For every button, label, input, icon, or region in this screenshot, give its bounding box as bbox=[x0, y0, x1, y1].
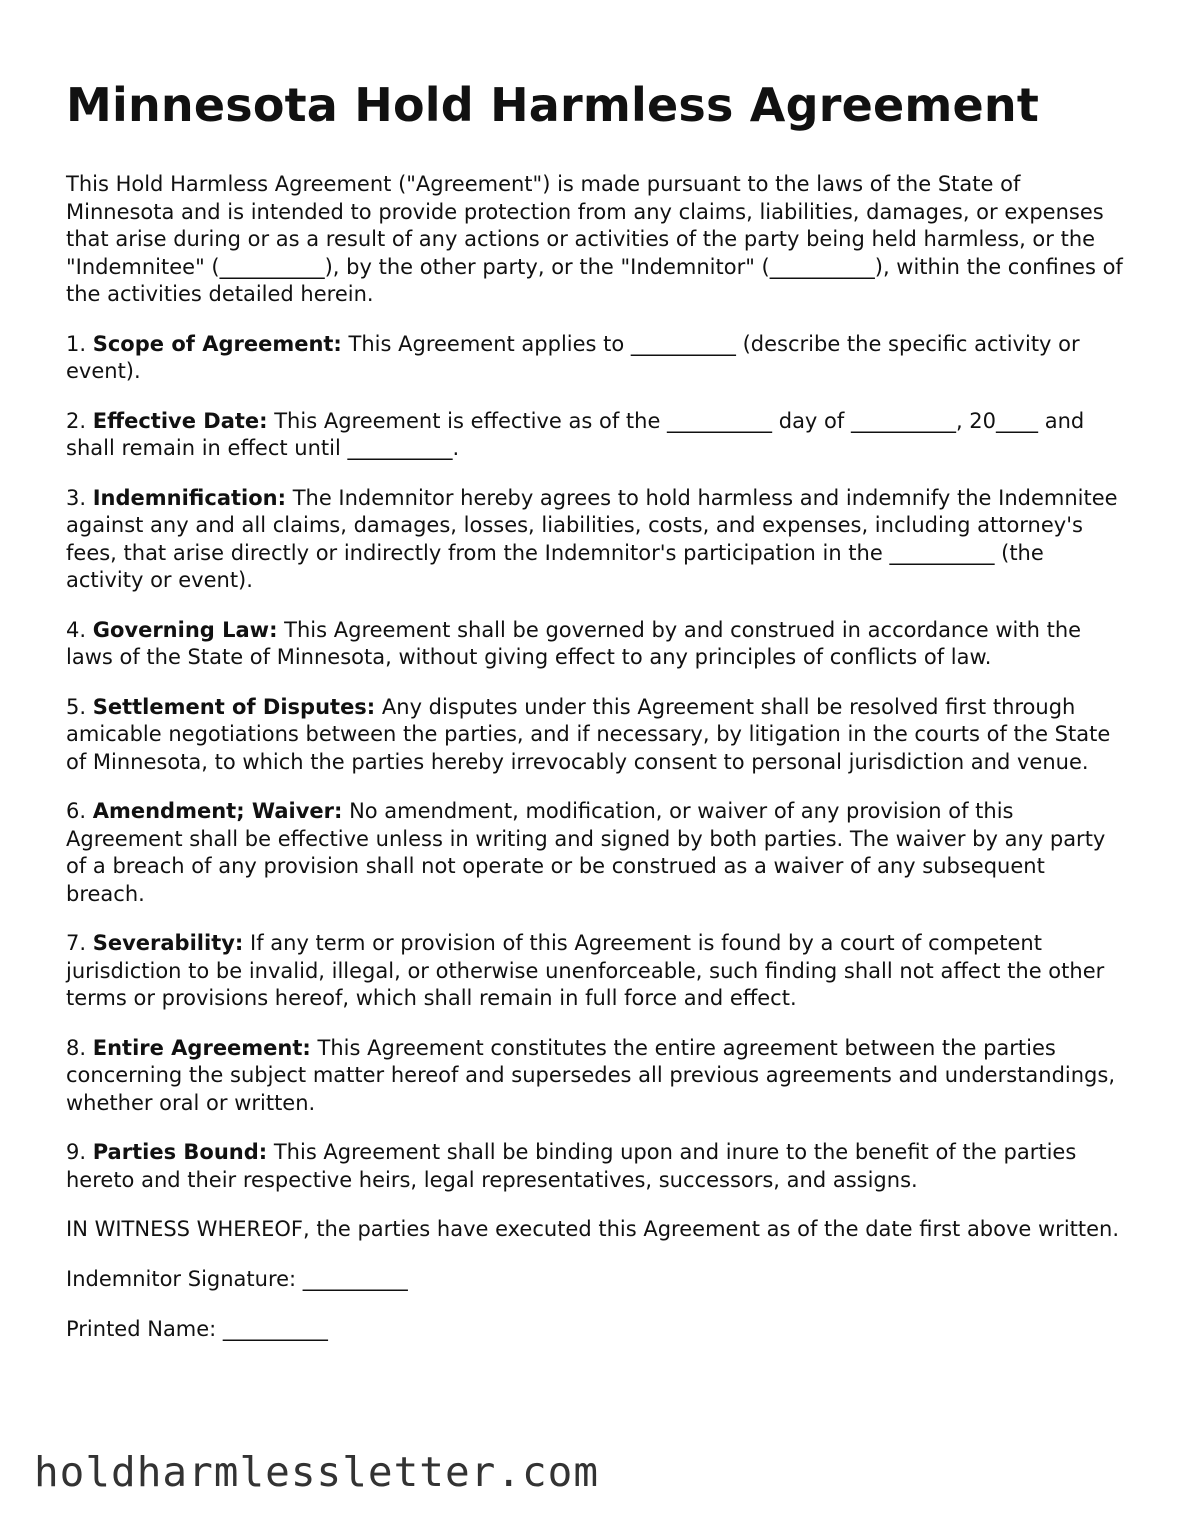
section-heading: Scope of Agreement: bbox=[92, 331, 342, 356]
section-text: This Agreement is effective as of the __________ day of __________, 20____ and shall remain in effect until __________. bbox=[66, 408, 1085, 461]
signature-line: Indemnitor Signature: __________ bbox=[66, 1266, 408, 1291]
section-heading: Effective Date: bbox=[92, 408, 268, 433]
section-text: This Agreement applies to __________ (describe the specific activity or event). bbox=[66, 331, 1080, 384]
section-heading: Indemnification: bbox=[92, 485, 286, 510]
section-number: 2. bbox=[66, 408, 87, 433]
section-text: The Indemnitor hereby agrees to hold harmless and indemnify the Indemnitee against any and all claims, damages, losses, liabilities, costs, and expenses, including attorney's fees, that arise directly or indirectly from the Indemnitor's participation in the __________ (the activity or event). bbox=[66, 485, 1118, 593]
section-number: 5. bbox=[66, 694, 87, 719]
section-disputes bbox=[66, 694, 1126, 777]
section-effective-date bbox=[66, 408, 1126, 463]
section-heading: Governing Law: bbox=[92, 617, 278, 642]
signature-block bbox=[66, 1266, 1126, 1344]
section-text: This Agreement shall be governed by and construed in accordance with the laws of the State of Minnesota, without giving effect to any principles of conflicts of law. bbox=[66, 617, 1082, 670]
section-number: 3. bbox=[66, 485, 87, 510]
section-number: 7. bbox=[66, 931, 87, 956]
section-number: 1. bbox=[66, 331, 87, 356]
agreement-document bbox=[66, 78, 1126, 1367]
section-heading: Settlement of Disputes: bbox=[92, 694, 376, 719]
section-number: 8. bbox=[66, 1035, 87, 1060]
sections-list bbox=[66, 331, 1126, 1195]
section-text: If any term or provision of this Agreement is found by a court of competent jurisdiction to be invalid, illegal, or otherwise unenforceable, such finding shall not affect the other terms or provisions hereof, which shall remain in full force and effect. bbox=[66, 931, 1105, 1011]
site-watermark: holdharmlessletter.com bbox=[34, 1448, 600, 1496]
section-number: 9. bbox=[66, 1140, 87, 1165]
section-heading: Entire Agreement: bbox=[92, 1035, 311, 1060]
section-text: No amendment, modification, or waiver of any provision of this Agreement shall be effective unless in writing and signed by both parties. The waiver by any party of a breach of any provision shall not operate or be construed as a waiver of any subsequent breach. bbox=[66, 799, 1106, 906]
intro-paragraph: This Hold Harmless Agreement ("Agreement") is made pursuant to the laws of the State of Minnesota and is intended to provide protection from any claims, liabilities, damages, or expenses that arise during or as a result of any actions or activities of the party being held harmless, or the "Indemnitee" (__________), by the other party, or the "Indemnitor" (__________), within the confines of the activities detailed herein. bbox=[66, 172, 1123, 307]
section-number: 6. bbox=[66, 799, 87, 824]
section-heading: Severability: bbox=[92, 931, 244, 956]
section-parties-bound bbox=[66, 1139, 1126, 1194]
section-text: This Agreement shall be binding upon and inure to the benefit of the parties hereto and their respective heirs, legal representatives, successors, and assigns. bbox=[66, 1140, 1077, 1192]
section-number: 4. bbox=[66, 617, 87, 642]
section-text: This Agreement constitutes the entire agreement between the parties concerning the subject matter hereof and supersedes all previous agreements and understandings, whether oral or written. bbox=[66, 1035, 1116, 1115]
witness-paragraph: IN WITNESS WHEREOF, the parties have executed this Agreement as of the date first above written. bbox=[66, 1217, 1120, 1242]
section-indemnification bbox=[66, 485, 1126, 595]
section-severability bbox=[66, 930, 1126, 1013]
section-text: Any disputes under this Agreement shall be resolved first through amicable negotiations between the parties, and if necessary, by litigation in the courts of the State of Minnesota, to which the parties hereby irrevocably consent to personal jurisdiction and venue. bbox=[66, 694, 1111, 774]
section-governing-law bbox=[66, 617, 1126, 672]
document-title: Minnesota Hold Harmless Agreement bbox=[66, 78, 1040, 132]
section-scope bbox=[66, 331, 1126, 386]
section-entire-agreement bbox=[66, 1035, 1126, 1118]
section-heading: Parties Bound: bbox=[92, 1140, 268, 1165]
section-amendment bbox=[66, 798, 1126, 908]
section-heading: Amendment; Waiver: bbox=[92, 799, 343, 824]
printed-name-line: Printed Name: __________ bbox=[66, 1317, 328, 1342]
